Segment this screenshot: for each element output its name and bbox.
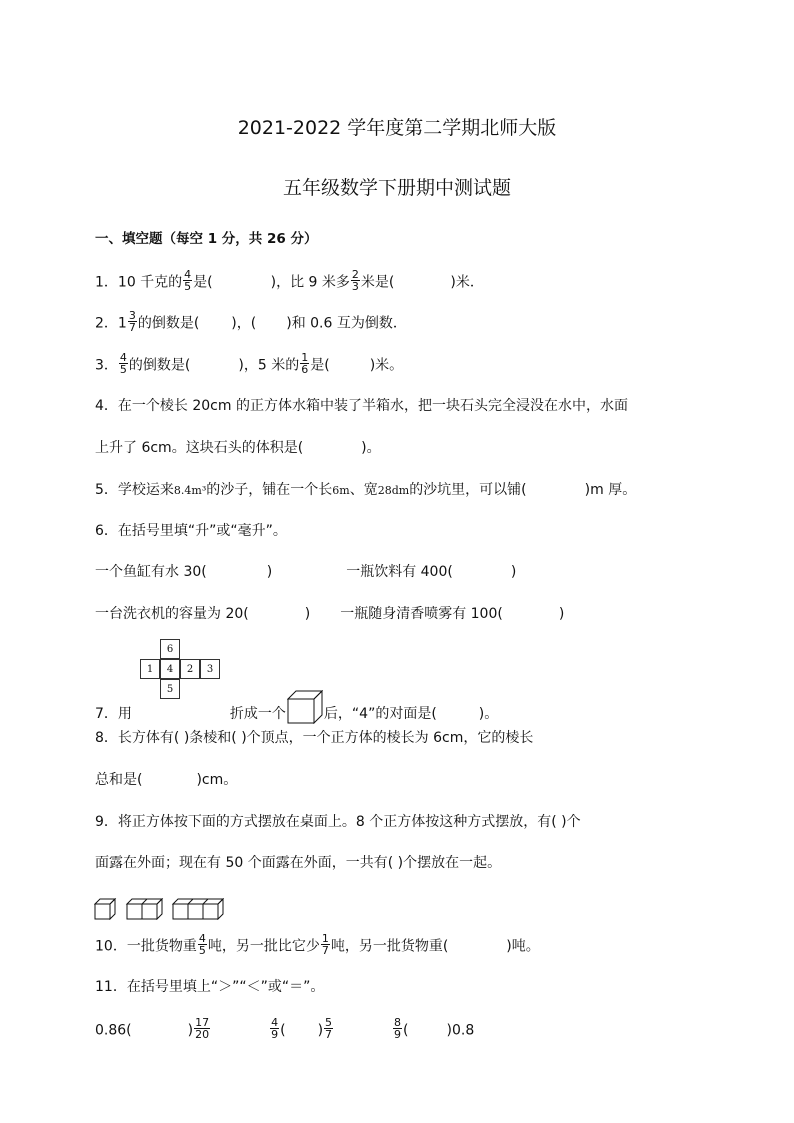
cube-arrangement-figure (94, 898, 224, 920)
fraction: $\frac{1}{7}$ (321, 932, 329, 957)
question-8-line-1: 8．长方体有( )条棱和( )个顶点，一个正方体的棱长为 6cm，它的棱长 (95, 730, 534, 746)
question-9-line-2: 面露在外面；现在有 50 个面露在外面，一共有( )个摆放在一起。 (95, 855, 502, 871)
cube-row-2 (127, 899, 162, 919)
net-face: 4 (160, 659, 180, 679)
question-4-line-1: 4．在一个棱长 20cm 的正方体水箱中装了半箱水，把一块石头完全浸没在水中，水面 (95, 398, 628, 414)
cube-row-1 (95, 899, 115, 919)
question-8-line-2: 总和是( )cm。 (95, 772, 238, 788)
section-heading: 一、填空题（每空 1 分，共 26 分） (95, 231, 318, 247)
net-face: 2 (180, 659, 200, 679)
fraction: $\frac{4}{5}$ (184, 268, 192, 293)
question-10: 10．一批货物重 $\frac{4}{5}$ 吨，另一批比它少 $\frac{1}{7}$ 吨，另一批货物重( )吨。 (95, 932, 540, 957)
page-title: 2021-2022 学年度第二学期北师大版 (237, 117, 557, 139)
question-11-comparisons: 0.86( ) $\frac{17}{20}$ $\frac{4}{9}$ ( ) $\frac{5}{7}$ $\frac{8}{9}$ ( )0.8 (95, 1016, 475, 1041)
fraction: $\frac{5}{7}$ (325, 1016, 333, 1041)
fraction: $\frac{3}{7}$ (128, 309, 136, 334)
net-face: 1 (140, 659, 160, 679)
fraction: $\frac{2}{3}$ (351, 268, 359, 293)
question-9-line-1: 9．将正方体按下面的方式摆放在桌面上。8 个正方体按这种方式摆放，有( )个 (95, 814, 581, 830)
cube-icon (287, 690, 323, 724)
fraction: $\frac{4}{5}$ (119, 351, 127, 376)
fraction: $\frac{4}{9}$ (271, 1016, 279, 1041)
fraction: $\frac{17}{20}$ (195, 1016, 210, 1041)
question-6-row-2: 一台洗衣机的容量为 20( ) 一瓶随身清香喷雾有 100( ) (95, 606, 565, 622)
fraction: $\frac{8}{9}$ (394, 1016, 402, 1041)
cube-row-3 (173, 899, 223, 919)
page-subtitle: 五年级数学下册期中测试题 (282, 177, 511, 199)
fraction: $\frac{4}{5}$ (198, 932, 206, 957)
question-6-row-1: 一个鱼缸有水 30( ) 一瓶饮料有 400( ) (95, 564, 517, 580)
net-face: 3 (200, 659, 220, 679)
fraction: $\frac{1}{6}$ (301, 351, 309, 376)
question-3: 3． $\frac{4}{5}$ 的倒数是( )，5 米的 $\frac{1}{6}$ 是( )米。 (95, 351, 404, 376)
question-11-prompt: 11．在括号里填上“＞”“＜”或“＝”。 (95, 979, 325, 995)
question-5: 5．学校运来8.4m³的沙子，铺在一个长6m、宽28dm的沙坑里，可以铺( )m 厚。 (95, 482, 637, 498)
net-face: 6 (160, 639, 180, 659)
question-7: 7．用 折成一个 后，“4”的对面是( )。 (95, 690, 498, 724)
question-2: 2．1 $\frac{3}{7}$ 的倒数是( )，( )和 0.6 互为倒数． (95, 309, 407, 334)
question-6-prompt: 6．在括号里填“升”或“毫升”。 (95, 523, 287, 539)
net-face: 5 (160, 679, 180, 699)
question-4-line-2: 上升了 6cm。这块石头的体积是( )。 (95, 440, 381, 456)
question-1: 1．10 千克的 $\frac{4}{5}$ 是( )，比 9 米多 $\frac{2}{3}$ 米是( )米． (95, 268, 484, 293)
